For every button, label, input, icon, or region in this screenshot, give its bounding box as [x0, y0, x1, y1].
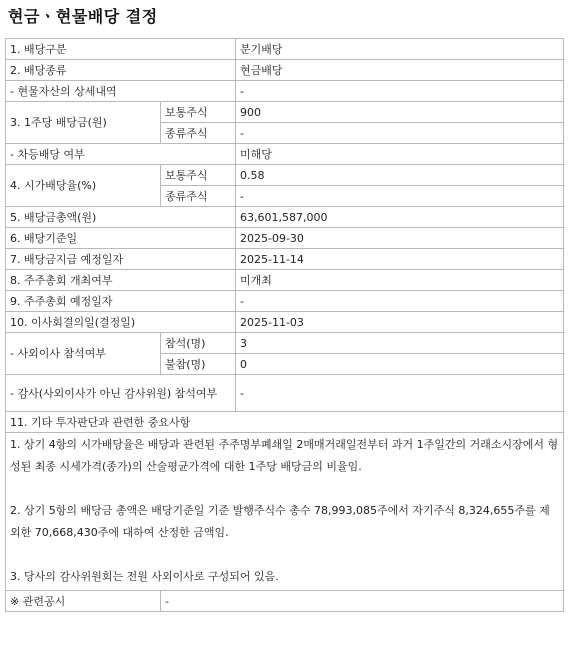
row-label: 10. 이사회결의일(결정일)	[6, 312, 236, 333]
row-value: 0	[236, 354, 564, 375]
row-label: 4. 시가배당율(%)	[6, 165, 161, 207]
table-row	[6, 270, 564, 291]
row-value: 900	[236, 102, 564, 123]
row-label: - 현물자산의 상세내역	[6, 81, 236, 102]
page-title: 현금ㆍ현물배당 결정	[8, 7, 158, 26]
row-value: 2025-11-03	[236, 312, 564, 333]
row-value: -	[236, 186, 564, 207]
note-paragraph: 1. 상기 4항의 시가배당율은 배당과 관련된 주주명부폐쇄일 2매매거래일전부터 과거 1주일간의 거래소시장에서 형성된 최종 시세가격(종가)의 산술평균가격에 대한 1주당 배당금의 비율임.	[10, 438, 559, 473]
table-row	[6, 412, 564, 433]
table-row	[6, 375, 564, 412]
row-label: 7. 배당금지급 예정일자	[6, 249, 236, 270]
row-label: 2. 배당종류	[6, 60, 236, 81]
row-label: - 감사(사외이사가 아닌 감사위원) 참석여부	[6, 375, 236, 412]
row-value: 2025-09-30	[236, 228, 564, 249]
row-value: -	[236, 123, 564, 144]
row-label: 9. 주주총회 예정일자	[6, 291, 236, 312]
table-row	[6, 39, 564, 60]
row-value: 2025-11-14	[236, 249, 564, 270]
row-label: 5. 배당금총액(원)	[6, 207, 236, 228]
row-value: -	[236, 291, 564, 312]
table-row	[6, 144, 564, 165]
row-label: 6. 배당기준일	[6, 228, 236, 249]
table-row	[6, 81, 564, 102]
row-value: -	[236, 81, 564, 102]
table-row	[6, 249, 564, 270]
table-row	[6, 291, 564, 312]
row-value: 0.58	[236, 165, 564, 186]
row-value: 분기배당	[236, 39, 564, 60]
row-sublabel: 참석(명)	[161, 333, 236, 354]
table-row	[6, 228, 564, 249]
row-sublabel: 종류주식	[161, 186, 236, 207]
row-value: 미개최	[236, 270, 564, 291]
row-sublabel: 보통주식	[161, 102, 236, 123]
row-sublabel: 보통주식	[161, 165, 236, 186]
notes-cell	[6, 433, 564, 591]
row-label: - 차등배당 여부	[6, 144, 236, 165]
table-row	[6, 165, 564, 186]
row-value: 63,601,587,000	[236, 207, 564, 228]
note-paragraph: 3. 당사의 감사위원회는 전원 사외이사로 구성되어 있음.	[10, 570, 279, 583]
table-row	[6, 60, 564, 81]
table-row	[6, 312, 564, 333]
row-label: 11. 기타 투자판단과 관련한 중요사항	[6, 412, 564, 433]
row-label: - 사외이사 참석여부	[6, 333, 161, 375]
row-label: 8. 주주총회 개최여부	[6, 270, 236, 291]
disclosure-table	[5, 38, 564, 612]
table-row	[6, 591, 564, 612]
row-label: 1. 배당구분	[6, 39, 236, 60]
row-value: 미해당	[236, 144, 564, 165]
table-row	[6, 207, 564, 228]
related-value: -	[161, 591, 564, 612]
table-row	[6, 102, 564, 123]
related-label: ※ 관련공시	[6, 591, 161, 612]
row-sublabel: 종류주식	[161, 123, 236, 144]
table-row	[6, 333, 564, 354]
row-value: 3	[236, 333, 564, 354]
row-label: 3. 1주당 배당금(원)	[6, 102, 161, 144]
row-sublabel: 불참(명)	[161, 354, 236, 375]
row-value: -	[236, 375, 564, 412]
note-paragraph: 2. 상기 5항의 배당금 총액은 배당기준일 기준 발행주식수 총수 78,993,085주에서 자기주식 8,324,655주를 제외한 70,668,430주에 대하여 산정한 금액임.	[10, 504, 550, 539]
row-value: 현금배당	[236, 60, 564, 81]
table-row	[6, 433, 564, 591]
